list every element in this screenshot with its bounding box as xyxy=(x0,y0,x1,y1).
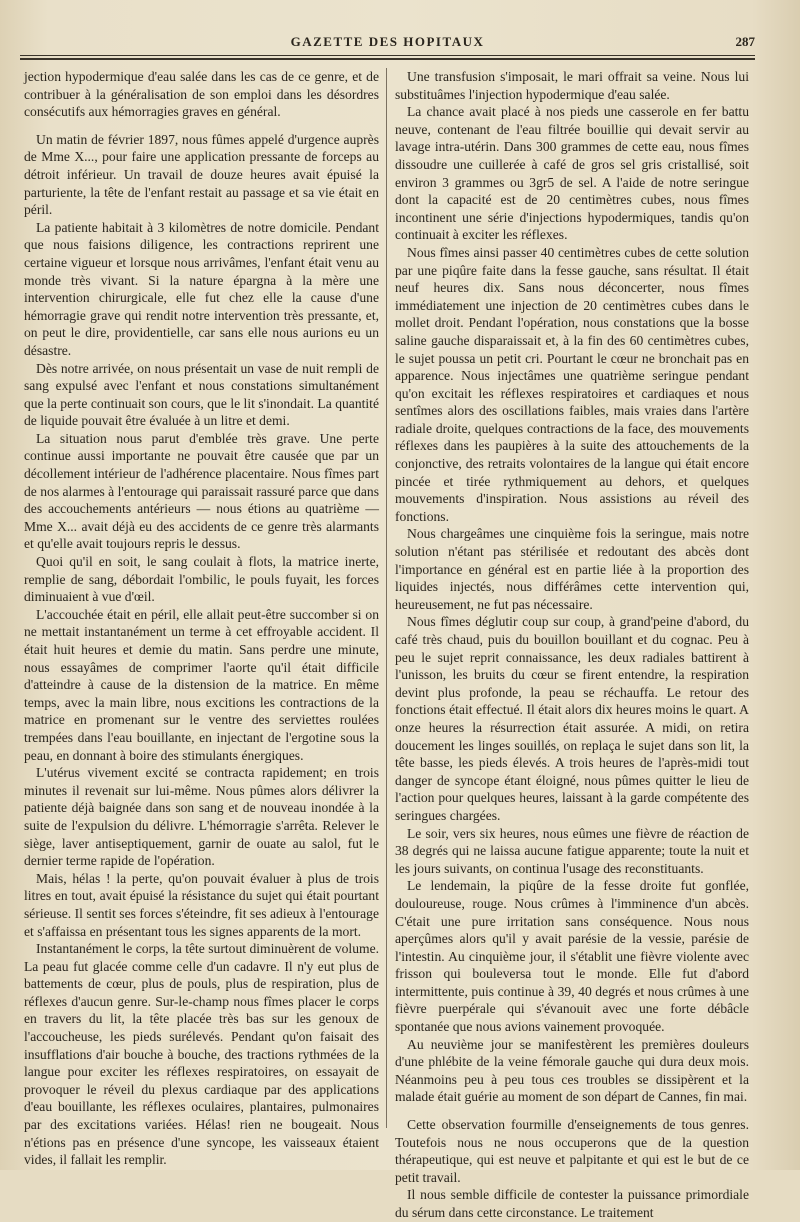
page-header xyxy=(20,34,755,52)
paragraph: Le lendemain, la piqûre de la fesse droite fut gonflée, douloureuse, rouge. Nous crûmes à l'imminence d'un abcès. C'était une pure irritation sans conséquence. Nous nous aperçûmes alors qu'il y avait parésie de la vessie, parésie de l'intestin. Au cinquième jour, il s'établit une fièvre violente avec frisson qui bouleversa tout le monde. Elle fut d'abord intermittente, puis continue à 39, 40 degrés et nous crûmes à une fièvre puerpérale qui s'évanouit avec une forte débâcle spontanée que nous avions vainement provoquée. xyxy=(395,878,749,1035)
paragraph: Au neuvième jour se manifestèrent les premières douleurs d'une phlébite de la veine fémorale gauche qui dura deux mois. Néanmoins peu à peu tous ces troubles se dissipèrent et la malade était guérie au moment de son départ de Cannes, fin mai. xyxy=(395,1036,749,1105)
paragraph: Quoi qu'il en soit, le sang coulait à flots, la matrice inerte, remplie de sang, débordait l'ombilic, le pouls fuyait, les forces diminuaient à vue d'œil. xyxy=(24,554,379,605)
paragraph: Il nous semble difficile de contester la puissance primordiale du sérum dans cette circonstance. Le traitement xyxy=(395,1187,749,1220)
header-rule-thick xyxy=(20,58,755,60)
paragraph: L'utérus vivement excité se contracta rapidement; en trois minutes il revenait sur lui-même. Nous pûmes alors délivrer la patiente déjà baignée dans son sang et de nouveau inondée à la suite de l'expulsion du délivre. L'hémorragie s'arrêta. Relever le siège, laver antiseptiquement, garnir de ouate au salol, fut le dernier terme rapide de l'opération. xyxy=(24,765,379,869)
journal-title: GAZETTE DES HOPITAUX xyxy=(290,34,485,49)
paragraph: Instantanément le corps, la tête surtout diminuèrent de volume. La peau fut glacée comme celle d'un cadavre. Il n'y eut plus de battements de cœur, plus de pouls, plus de respiration, plus de réflexes d'aucun genre. Sur-le-champ nous fîmes placer le corps en travers du lit, la tête placée très bas sur les genoux de l'accoucheuse, les pieds surélevés. Pendant qu'on faisait des insufflations d'air bouche à bouche, des tractions rythmées de la langue pour exciter les réflexes respiratoires, on essayait de provoquer le réveil du plexus cardiaque par des applications d'eau bouillante, les réflexes oculaires, plantaires, pulmonaires par des excitations variées. Hélas! rien ne bougeait. Nous n'étions pas en présence d'une syncope, les vaisseaux étaient vides, il fallait les remplir. xyxy=(24,941,379,1168)
paragraph: Nous fîmes déglutir coup sur coup, à grand'peine d'abord, du café très chaud, puis du bouillon bouillant et du cognac. Peu à peu le sujet reprit connaissance, les deux radiales battirent à l'unisson, les bruits du cœur se firent entendre, la respiration devint plus profonde, la peau se réchauffa. Le retour des fonctions était effectué. Il était alors dix heures moins le quart. A onze heures la résurrection était assurée. A midi, on retira doucement les linges souillés, on replaça le sujet dans son lit, la tête basse, les pieds élevés. A trois heures de l'après-midi tout danger de syncope étant éloigné, nous pûmes quitter le lieu de l'action pour quelques heures, laissant à la garde compétente des seringues chargées. xyxy=(395,614,749,823)
header-rule xyxy=(20,55,755,56)
column-divider xyxy=(386,68,387,1128)
paragraph: L'accouchée était en péril, elle allait peut-être succomber si on ne mettait instantanément un terme à cet effroyable accident. Il était huit heures et demie du matin. Sans perdre une minute, nous essayâmes de comprimer l'aorte qu'il était difficile d'atteindre à cause de la distension de la matrice. En même temps, avec la main libre, nous excitions les contractions de la matrice en promenant sur le ventre des serviettes roulées trempées dans l'eau bouillante, en injectant de l'ergotine sous la peau, en donnant à boire des stimulants énergiques. xyxy=(24,606,379,763)
paragraph: Nous fîmes ainsi passer 40 centimètres cubes de cette solution par une piqûre faite dans la fesse gauche, sans résultat. Il était neuf heures dix. Sans nous déconcerter, nous fîmes immédiatement une injection de 20 centimètres cubes dans le mollet droit. Pendant l'opération, nous constations que la bosse saline gauche disparaissait et, à la fin des 60 centimètres cubes, le sujet poussa un petit cri. Pourtant le cœur ne bronchait pas en apparence. Nous injectâmes une quatrième seringue pendant qu'on excitait les réflexes respiratoires et cardiaques et nous sentîmes alors des oscillations faibles, mais vraies dans l'artère radiale droite, quelques contractions de la face, des mouvements réflexes dans les paupières à la suite des attouchements de la conjonctive, des retraits volontaires de la langue qui était encore pincée et tirée rythmiquement au dehors, et quelques mouvements d'inspiration. Nous assistions au réveil des fonctions. xyxy=(395,244,749,524)
paragraph: Nous chargeâmes une cinquième fois la seringue, mais notre solution n'étant pas stérilisée et redoutant des abcès dont l'importance en général est en partie liée à la proportion des liquides injectés, nous différâmes cette intervention qui, heureusement, ne fut pas nécessaire. xyxy=(395,526,749,612)
paragraph: La patiente habitait à 3 kilomètres de notre domicile. Pendant que nous faisions diligence, les contractions reprirent une certaine vigueur et lorsque nous arrivâmes, l'enfant était venu au monde très vivant. Si la nature épargna à la mère une intervention chirurgicale, elle fut chez elle la cause d'une hémorragie grave qui rendit notre intervention très pressante, et, on peut le dire, providentielle, car sans elle nous aurions eu un désastre. xyxy=(24,219,379,358)
paragraph: La situation nous parut d'emblée très grave. Une perte continue aussi importante ne pouvait être causée que par un décollement intérieur de l'adhérence placentaire. Nous fîmes part de nos alarmes à l'entourage qui paraissait rassuré parce que dans des accouchements antérieurs — nous étions au quatrième — Mme X... avait déjà eu des accidents de ce genre très alarmants et qu'elle avait toujours repris le dessus. xyxy=(24,430,379,552)
paragraph: La chance avait placé à nos pieds une casserole en fer battu neuve, contenant de l'eau filtrée bouillie qui devait servir au lavage intra-utérin. Dans 300 grammes de cette eau, nous fîmes dissoudre une cuillerée à café de gros sel gris cristallisé, soit environ 3 grammes ou 3gr5 de sel. A l'aide de notre seringue dont la capacité est de 20 centimètres cubes, nous fîmes incontinent une série d'injections hypodermiques, tandis qu'on continuait à exciter les réflexes. xyxy=(395,104,749,243)
paragraph: Un matin de février 1897, nous fûmes appelé d'urgence auprès de Mme X..., pour faire une application pressante de forceps au détroit inférieur. Un travail de douze heures avait épuisé la parturiente, la tête de l'enfant restait au passage et sa vie était en péril. xyxy=(24,131,379,218)
paragraph: Mais, hélas ! la perte, qu'on pouvait évaluer à plus de trois litres en tout, avait épuisé la résistance du sujet qui était pourtant sérieuse. Il sentit ses forces s'éteindre, fit ses adieux à l'entourage et s'affaissa en présentant tous les signes apparents de la mort. xyxy=(24,870,379,939)
paragraph: jection hypodermique d'eau salée dans les cas de ce genre, et de contribuer à la généralisation de son emploi dans les désordres consécutifs aux hémorragies graves en général. xyxy=(24,69,379,120)
paragraph: Une transfusion s'imposait, le mari offrait sa veine. Nous lui substituâmes l'injection hypodermique d'eau salée. xyxy=(395,69,749,102)
right-column xyxy=(395,68,749,1220)
paragraph: Cette observation fourmille d'enseignements de tous genres. Toutefois nous ne nous occuperons que de la question thérapeutique, qui est neuve et palpitante et qui est le but de ce petit travail. xyxy=(395,1117,749,1185)
paragraph: Le soir, vers six heures, nous eûmes une fièvre de réaction de 38 degrés qui ne laissa aucune fatigue apparente; toute la nuit et les jours suivants, on continua l'usage des reconstituants. xyxy=(395,825,749,876)
page-number: 287 xyxy=(735,34,755,49)
left-column xyxy=(24,68,379,1168)
paragraph: Dès notre arrivée, on nous présentait un vase de nuit rempli de sang expulsé avec l'enfant et nous constations simultanément que la perte continuait son cours, que le lit s'inondait. La quantité de liquide pouvait être évaluée à un litre et demi. xyxy=(24,360,379,429)
